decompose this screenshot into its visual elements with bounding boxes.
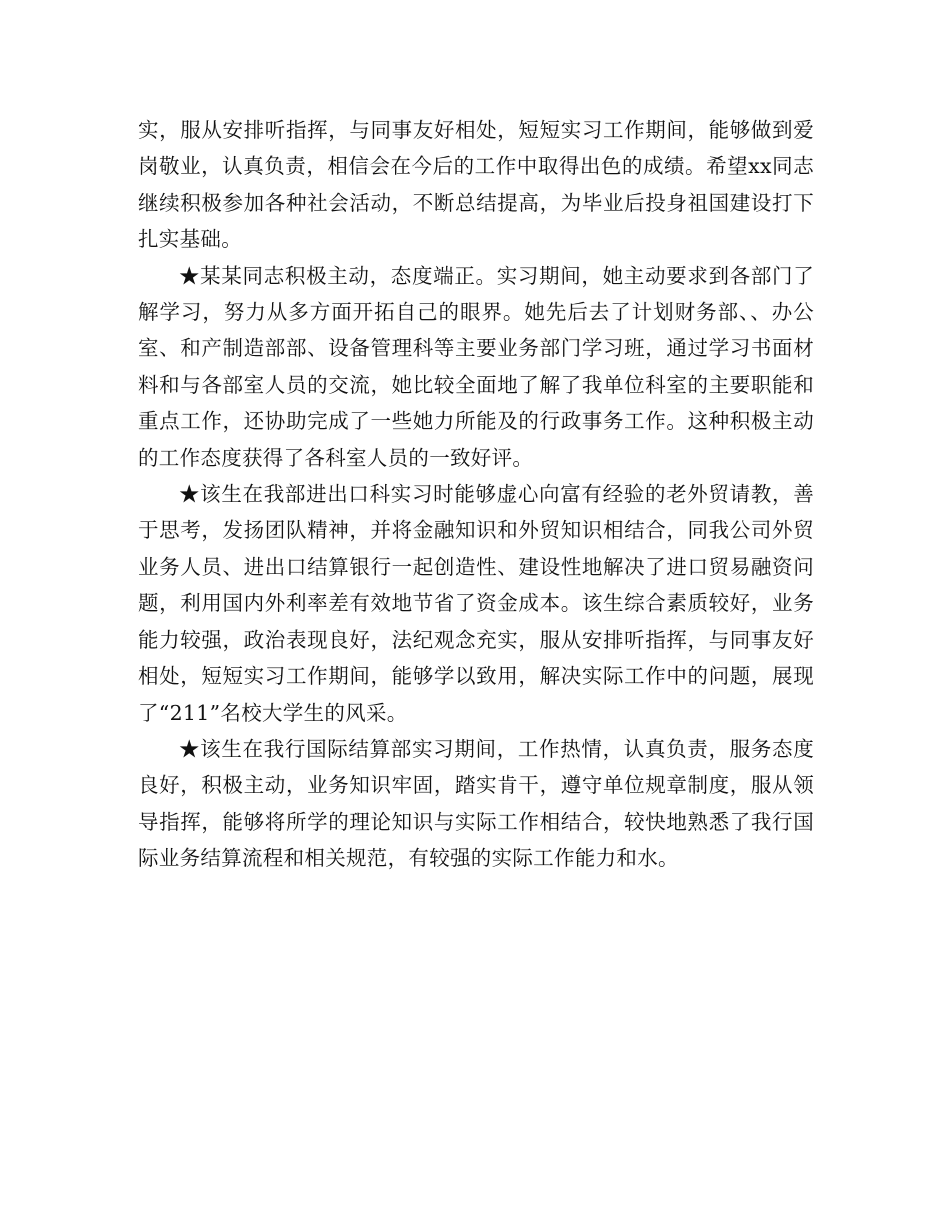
paragraph-comment-3: ★该生在我行国际结算部实习期间，工作热情，认真负责，服务态度良好，积极主动，业务知识牢固，踏实肯干，遵守单位规章制度，服从领导指挥，能够将所学的理论知识与实际工作相结合，较快地熟悉了我行国际业务结算流程和相关规范，有较强的实际工作能力和水。 — [138, 736, 814, 871]
document-body — [138, 112, 814, 877]
paragraph-continuation: 实，服从安排听指挥，与同事友好相处，短短实习工作期间，能够做到爱岗敬业，认真负责，相信会在今后的工作中取得出色的成绩。希望xx同志继续积极参加各种社会活动，不断总结提高，为毕业后投身祖国建设打下扎实基础。 — [138, 118, 814, 252]
paragraph-comment-1: ★某某同志积极主动，态度端正。实习期间，她主动要求到各部门了解学习，努力从多方面开拓自己的眼界。她先后去了计划财务部、、办公室、和产制造部部、设备管理科等主要业务部门学习班，通过学习书面材料和与各部室人员的交流，她比较全面地了解了我单位科室的主要职能和重点工作，还协助完成了一些她力所能及的行政事务工作。这种积极主动的工作态度获得了各科室人员的一致好评。 — [138, 263, 814, 470]
paragraph-comment-2: ★该生在我部进出口科实习时能够虚心向富有经验的老外贸请教，善于思考，发扬团队精神，并将金融知识和外贸知识相结合，同我公司外贸业务人员、进出口结算银行一起创造性、建设性地解决了进口贸易融资问题，利用国内外利率差有效地节省了资金成本。该生综合素质较好，业务能力较强，政治表现良好，法纪观念充实，服从安排听指挥，与同事友好相处，短短实习工作期间，能够学以致用，解决实际工作中的问题，展现了“211”名校大学生的风采。 — [138, 482, 814, 725]
